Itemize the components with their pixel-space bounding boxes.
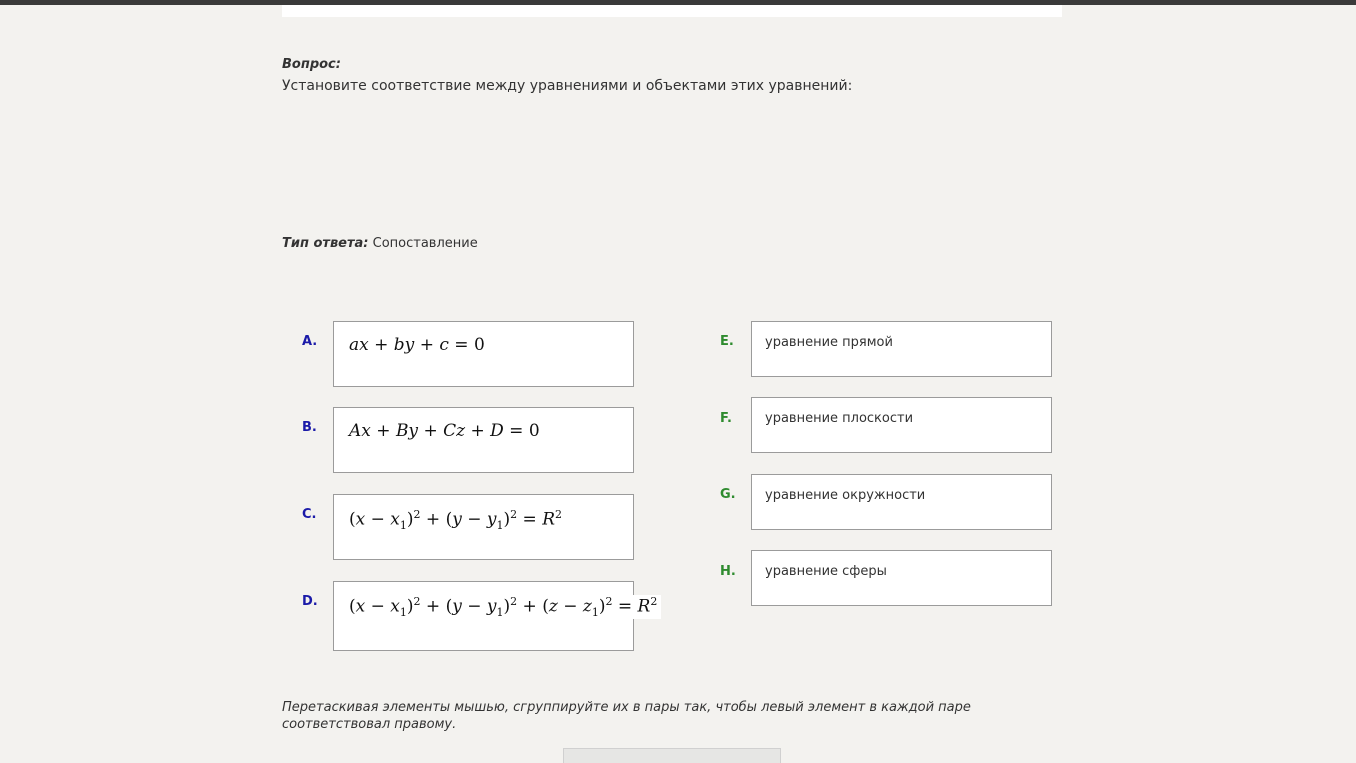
answer-text-e: уравнение прямой (765, 335, 893, 350)
draggable-formula-c[interactable] (333, 494, 634, 560)
left-letter-b: B. (302, 420, 317, 435)
right-letter-g: G. (720, 487, 736, 502)
answer-type-value: Сопоставление (372, 236, 478, 251)
left-letter-c: C. (302, 507, 317, 522)
draggable-answer-g[interactable] (751, 474, 1052, 530)
draggable-answer-e[interactable] (751, 321, 1052, 377)
formula-b: Ax + By + Cz + D = 0 (349, 421, 540, 441)
formula-d: $(x - x_1)^2 + (y - y_1)^2 + (z - z_1)^2 = R^2$ (349, 595, 661, 619)
formula-c: $(x - x_1)^2 + (y - y_1)^2 = R^2$ (349, 508, 563, 533)
right-letter-h: H. (720, 564, 736, 579)
right-letter-e: E. (720, 334, 734, 349)
draggable-formula-b[interactable] (333, 407, 634, 473)
answer-type-label: Тип ответа: (282, 236, 369, 251)
right-letter-f: F. (720, 411, 732, 426)
draggable-answer-h[interactable] (751, 550, 1052, 606)
submit-button[interactable] (563, 748, 781, 763)
answer-text-g: уравнение окружности (765, 488, 926, 503)
draggable-answer-f[interactable] (751, 397, 1052, 453)
draggable-formula-d[interactable] (333, 581, 658, 651)
instruction-hint: Перетаскивая элементы мышью, сгруппируйте их в пары так, чтобы левый элемент в каждой паре соответствовал правому. (282, 700, 971, 732)
answer-text-h: уравнение сферы (765, 564, 887, 579)
question-text: Установите соответствие между уравнениями и объектами этих уравнений: (282, 78, 853, 94)
left-letter-a: A. (302, 334, 318, 349)
question-label: Вопрос: (282, 57, 341, 72)
answer-text-f: уравнение плоскости (765, 411, 914, 426)
left-letter-d: D. (302, 594, 318, 609)
answer-type (282, 236, 478, 251)
draggable-formula-a[interactable] (333, 321, 634, 387)
top-card-edge (282, 5, 1062, 17)
formula-a: ax + by + c = 0 (349, 335, 485, 355)
